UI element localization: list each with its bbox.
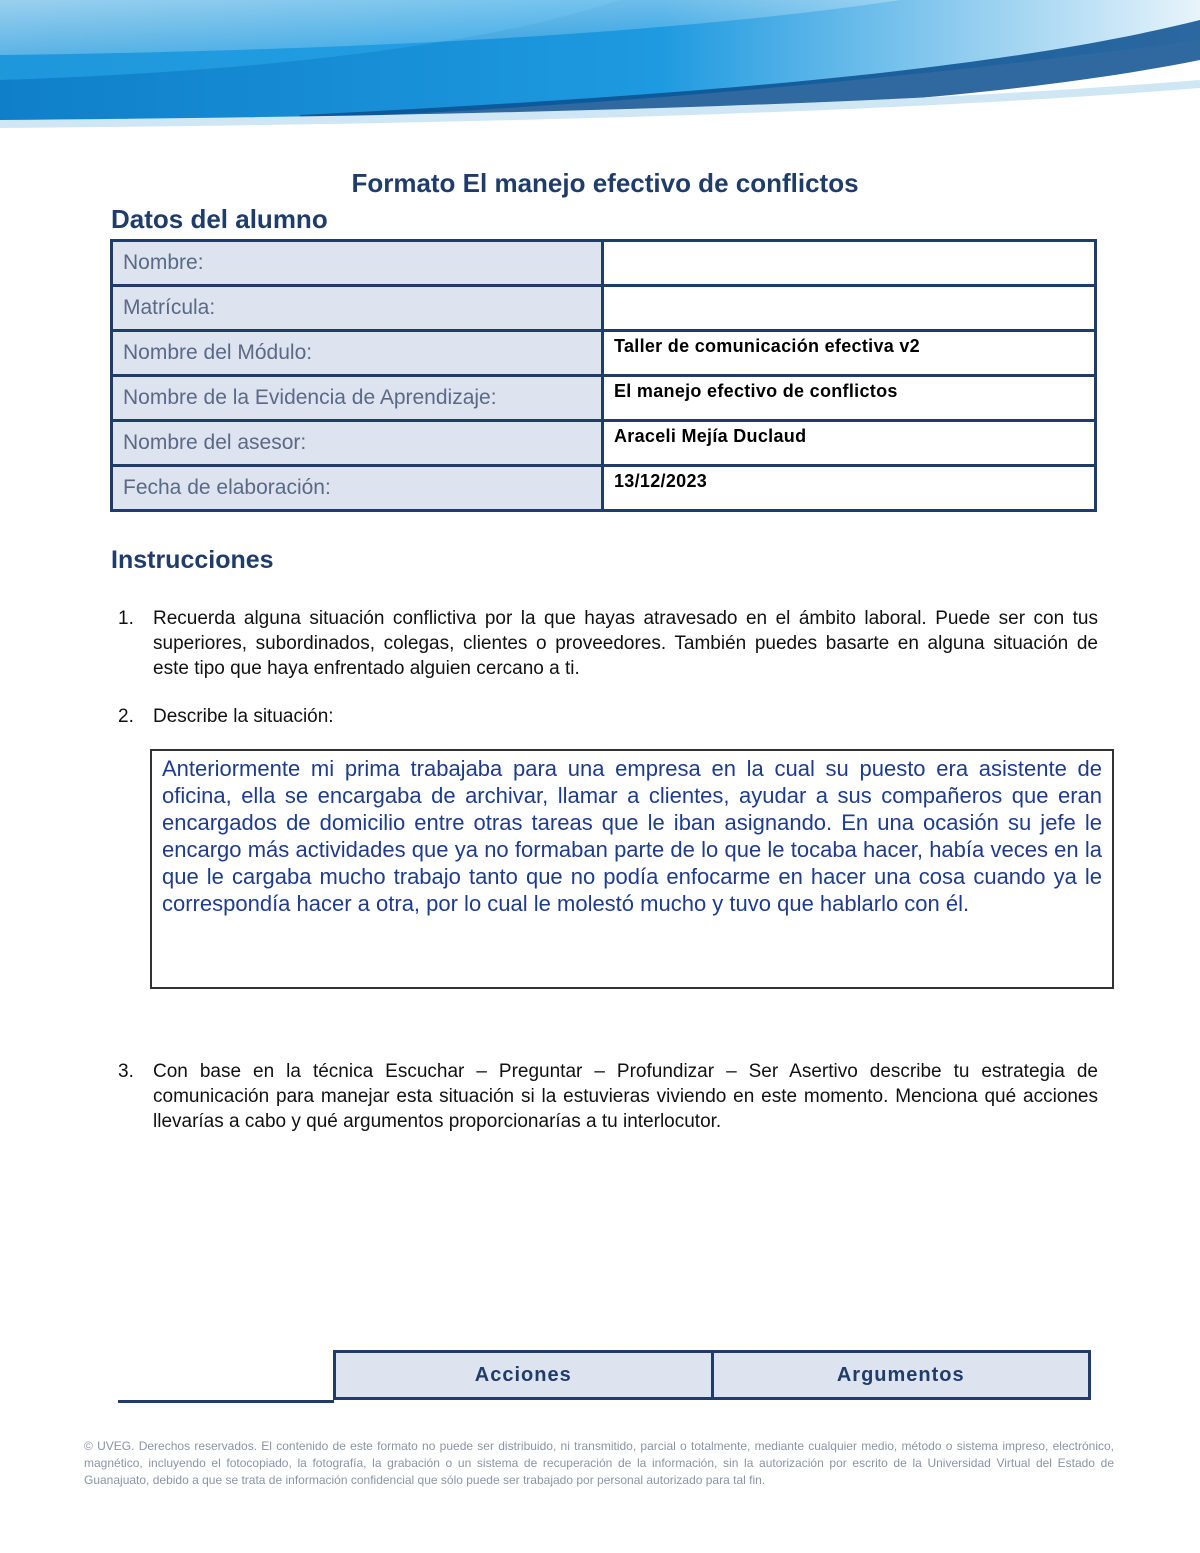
table-left-rule xyxy=(118,1400,334,1403)
table-row xyxy=(112,466,1096,511)
header-banner xyxy=(0,0,1200,145)
row-label: Nombre: xyxy=(112,241,603,286)
row-label: Nombre del Módulo: xyxy=(112,331,603,376)
item-text: Describe la situación: xyxy=(153,706,334,727)
instruction-item-1 xyxy=(118,606,1098,681)
instructions-heading: Instrucciones xyxy=(111,546,274,574)
row-label: Nombre de la Evidencia de Aprendizaje: xyxy=(112,376,603,421)
document-title: Formato El manejo efectivo de conflictos xyxy=(351,168,859,198)
table-row xyxy=(112,331,1096,376)
table-row xyxy=(112,241,1096,286)
student-data-table xyxy=(110,239,1097,512)
banner-graphic xyxy=(0,0,1200,145)
row-label: Nombre del asesor: xyxy=(112,421,603,466)
column-header-actions: Acciones xyxy=(336,1353,711,1397)
item-text: Recuerda alguna situación conflictiva por la que hayas atravesado en el ámbito laboral. Puede ser con tus superiores, subordinados, colegas, clientes o proveedores. También puedes basarte en alguna situación de este tipo que haya enfrentado alguien cercano a ti. xyxy=(153,608,1098,679)
instruction-item-2 xyxy=(118,704,1098,729)
name-field[interactable] xyxy=(603,241,1096,286)
item-number: 1. xyxy=(118,608,134,629)
module-field[interactable]: Taller de comunicación efectiva v2 xyxy=(603,331,1096,376)
situation-answer-box[interactable] xyxy=(150,749,1114,989)
situation-answer-text: Anteriormente mi prima trabajaba para una empresa en la cual su puesto era asistente de oficina, ella se encargaba de archivar, llamar a clientes, ayudar a sus compañeros que eran encargados de domicilio entre otras tareas que le iban asignando. En una ocasión su jefe le encargo más actividades que ya no formaban parte de lo que le tocaba hacer, había veces en la que le cargaba mucho trabajo tanto que no podía enfocarme en hacer una cosa cuando ya le correspondía hacer a otra, por lo cual le molestó mucho y tuvo que hablarlo con él. xyxy=(162,756,1102,916)
date-field[interactable]: 13/12/2023 xyxy=(603,466,1096,511)
row-label: Fecha de elaboración: xyxy=(112,466,603,511)
column-header-arguments: Argumentos xyxy=(711,1353,1089,1397)
table-row xyxy=(112,421,1096,466)
copyright-footer: © UVEG. Derechos reservados. El contenido de este formato no puede ser distribuido, ni transmitido, parcial o totalmente, mediante cualquier medio, método o sistema impreso, electrónico, magnético, incluyendo el fotocopiado, la fotografía, la grabación o un sistema de recuperación de la información, sin la autorización por escrito de la Universidad Virtual del Estado de Guanajuato, debido a que se trata de información confidencial que sólo puede ser trabajado por personal autorizado para tal fin. xyxy=(84,1439,1114,1487)
item-number: 2. xyxy=(118,706,134,727)
student-section-heading: Datos del alumno xyxy=(111,204,328,234)
enrollment-field[interactable] xyxy=(603,286,1096,331)
evidence-field[interactable]: El manejo efectivo de conflictos xyxy=(603,376,1096,421)
row-label: Matrícula: xyxy=(112,286,603,331)
item-number: 3. xyxy=(118,1061,134,1082)
table-row xyxy=(112,286,1096,331)
instruction-item-3 xyxy=(118,1059,1098,1134)
advisor-field[interactable]: Araceli Mejía Duclaud xyxy=(603,421,1096,466)
table-row xyxy=(112,376,1096,421)
item-text: Con base en la técnica Escuchar – Preguntar – Profundizar – Ser Asertivo describe tu estrategia de comunicación para manejar esta situación si la estuvieras viviendo en este momento. Menciona qué acciones llevarías a cabo y qué argumentos proporcionarías a tu interlocutor. xyxy=(153,1061,1098,1132)
strategy-table-header xyxy=(333,1350,1091,1400)
